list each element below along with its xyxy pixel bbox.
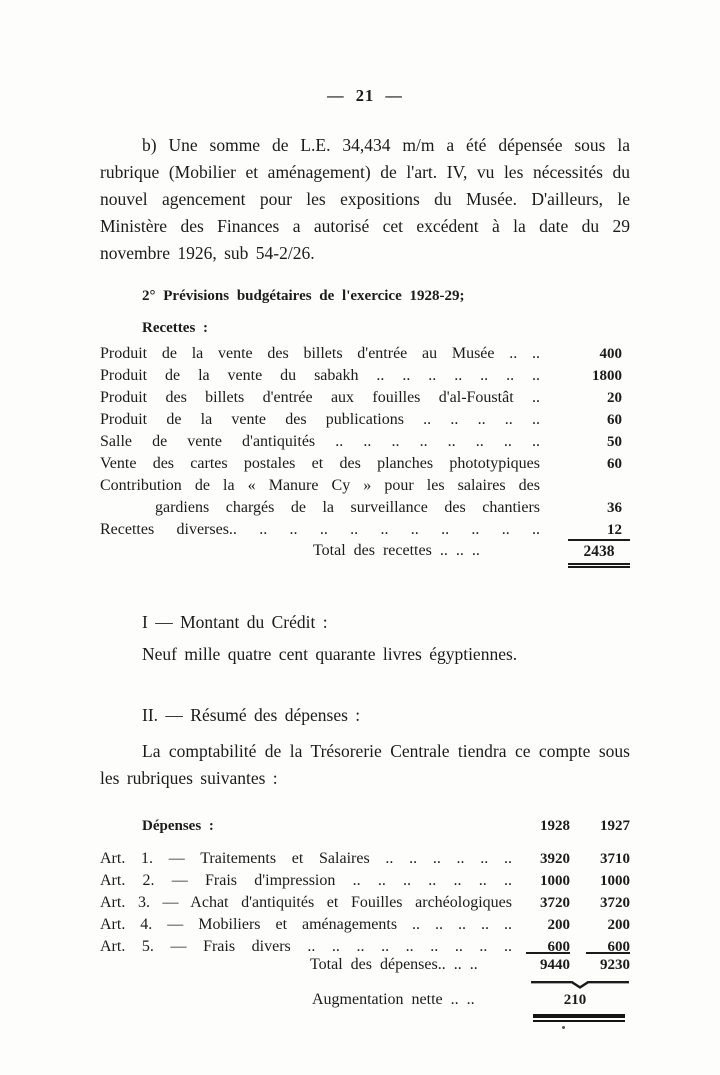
item-label: Salle de vente d'antiquités .. .. .. .. .. .. .. .. [100, 433, 540, 450]
total-1927: 9230 [586, 952, 630, 974]
item-label: Recettes diverses.. .. .. .. .. .. .. .. .. .. .. [100, 521, 540, 538]
list-item [100, 387, 630, 409]
total-1928: 9440 [526, 952, 570, 974]
value-1928: 3720 [540, 895, 570, 911]
row-label: Art. 4. — Mobiliers et aménagements .. .. .. .. .. [100, 916, 512, 933]
year-columns [512, 817, 630, 835]
list-item [100, 519, 630, 541]
item-label-line1: Contribution de la « Manure Cy » pour les salaires des [100, 477, 540, 494]
table-row [100, 892, 630, 914]
item-amount: 20 [607, 390, 622, 406]
value-1928: 200 [547, 917, 570, 933]
list-item [100, 343, 630, 365]
value-1927: 200 [607, 917, 630, 933]
table-row [100, 914, 630, 936]
item-amount: 36 [607, 500, 622, 516]
budget-heading: 2° Prévisions budgétaires de l'exercice 1928-29; [142, 288, 465, 304]
double-rule [533, 1014, 625, 1022]
year-header-1927: 1927 [600, 818, 630, 834]
section-1-heading: I — Montant du Crédit : [142, 612, 328, 632]
section-1-body: Neuf mille quatre cent quarante livres égyptiennes. [142, 644, 518, 664]
row-label: Art. 3. — Achat d'antiquités et Fouilles archéologiques [100, 894, 512, 911]
item-label: Produit de la vente du sabakh .. .. .. .. .. .. .. [100, 367, 540, 384]
value-1927: 3720 [600, 895, 630, 911]
item-amount: 50 [607, 434, 622, 450]
item-amount: 1800 [592, 368, 622, 384]
augmentation-label: Augmentation nette .. .. [312, 991, 475, 1008]
item-label: Produit de la vente des billets d'entrée au Musée .. .. [100, 345, 540, 362]
depenses-rows [100, 848, 630, 958]
ink-speck [562, 1026, 565, 1029]
underbrace-row [100, 980, 630, 989]
paragraph-b: b) Une somme de L.E. 34,434 m/m a été dépensée sous la rubrique (Mobilier et aménagement) de l'art. IV, vu les nécessités du nouvel agencement pour les expositions du Musée. D'ailleurs, le Ministère des Finances a autorisé cet excédent à la date du 29 novembre 1926, sub 54-2/26. [100, 135, 630, 263]
value-1927: 3710 [600, 851, 630, 867]
table-row [100, 870, 630, 892]
augmentation-row [100, 990, 630, 1010]
row-label: Art. 2. — Frais d'impression .. .. .. .. .. .. .. [100, 872, 512, 889]
page-number: — 21 — [327, 86, 403, 105]
row-label: Art. 5. — Frais divers .. .. .. .. .. .. .. .. .. [100, 938, 512, 955]
item-label: Produit de la vente des publications .. .. .. .. .. [100, 411, 540, 428]
depenses-total-label: Total des dépenses.. .. .. [310, 956, 478, 973]
section-2-body: La comptabilité de la Trésorerie Centrale tiendra ce compte sous les rubriques suivantes : [100, 741, 630, 788]
value-1927: 600 [607, 939, 630, 955]
item-amount: 60 [607, 412, 622, 428]
augmentation-value: 210 [563, 991, 587, 1008]
list-item [100, 409, 630, 431]
value-1928: 600 [547, 939, 570, 955]
recettes-total-amount: 2438 [568, 539, 630, 568]
recettes-heading: Recettes : [142, 320, 209, 336]
row-label: Art. 1. — Traitements et Salaires .. .. .. .. .. .. [100, 850, 512, 867]
item-amount: 60 [607, 456, 622, 472]
item-amount: 400 [599, 346, 622, 362]
list-item [100, 453, 630, 475]
list-item [100, 365, 630, 387]
item-label: Produit des billets d'entrée aux fouilles d'al-Foustât .. [100, 389, 540, 406]
value-1927: 1000 [600, 873, 630, 889]
list-item [100, 475, 630, 519]
recettes-list [100, 343, 630, 541]
section-2-heading: II. — Résumé des dépenses : [142, 705, 361, 725]
closing-rule-row [100, 1014, 630, 1022]
underbrace-rule [530, 980, 630, 989]
recettes-total-label: Total des recettes .. .. .. [313, 542, 480, 559]
list-item [100, 431, 630, 453]
value-1928: 3920 [540, 851, 570, 867]
value-1928: 1000 [540, 873, 570, 889]
recettes-total-row [100, 539, 630, 568]
depenses-header-row [100, 817, 630, 835]
item-label-line2: gardiens chargés de la surveillance des chantiers [155, 499, 540, 516]
table-row [100, 848, 630, 870]
item-label: Vente des cartes postales et des planches phototypiques [100, 455, 540, 472]
year-header-1928: 1928 [540, 818, 570, 834]
item-amount: 12 [607, 522, 622, 538]
depenses-heading: Dépenses : [142, 818, 214, 834]
depenses-table [100, 817, 630, 1022]
item-label [100, 475, 540, 519]
